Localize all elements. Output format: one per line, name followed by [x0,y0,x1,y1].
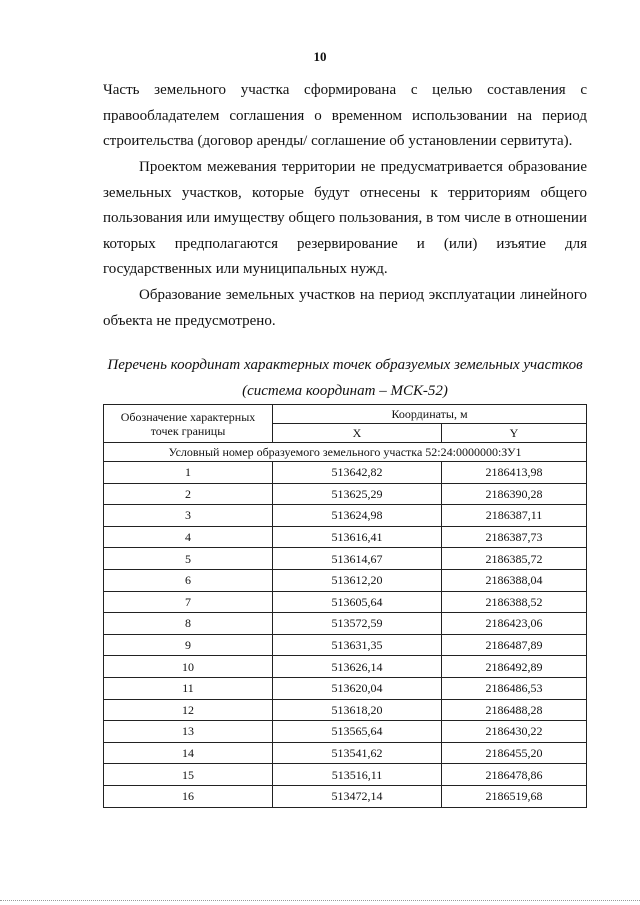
table-row [104,656,587,678]
y-cell: 2186487,89 [442,634,587,656]
paragraph-3-text: Образование земельных участков на период эксплуатации линейного объекта не предусмотрено. [103,287,587,329]
y-cell: 2186385,72 [442,548,587,570]
table-row [104,483,587,505]
point-cell: 2 [104,483,273,505]
x-cell: 513626,14 [273,656,442,678]
table-row [104,634,587,656]
page-number: 10 [313,49,327,64]
y-cell: 2186488,28 [442,699,587,721]
table-row [104,721,587,743]
x-cell: 513625,29 [273,483,442,505]
paragraph-1 [103,78,587,155]
y-cell: 2186387,73 [442,526,587,548]
point-cell: 11 [104,677,273,699]
y-cell: 2186388,52 [442,591,587,613]
table-row [104,699,587,721]
x-cell: 513572,59 [273,613,442,635]
x-cell: 513618,20 [273,699,442,721]
point-cell: 14 [104,742,273,764]
table-row [104,462,587,484]
point-cell: 7 [104,591,273,613]
point-cell: 9 [104,634,273,656]
x-cell: 513565,64 [273,721,442,743]
y-cell: 2186388,04 [442,569,587,591]
x-cell: 513541,62 [273,742,442,764]
point-cell: 1 [104,462,273,484]
y-cell: 2186387,11 [442,505,587,527]
x-cell: 513631,35 [273,634,442,656]
table-row [104,785,587,807]
table-row [104,505,587,527]
point-cell: 16 [104,785,273,807]
coordinates-table [103,404,587,808]
header-x: X [273,424,442,443]
table-caption: Перечень координат характерных точек образуемых земельных участков (система координат – МСК-52) [107,357,583,399]
table-row [104,569,587,591]
point-cell: 4 [104,526,273,548]
header-coords: Координаты, м [273,405,587,424]
table-row [104,613,587,635]
point-cell: 6 [104,569,273,591]
x-cell: 513614,67 [273,548,442,570]
x-cell: 513605,64 [273,591,442,613]
paragraph-1-text: Часть земельного участка сформирована с целью составления с правообладателем соглашения о временном использовании на период строительства (договор аренды/ соглашение об установлении сервитута). [103,82,587,150]
header-point: Обозначение характерных точек границы [104,405,273,443]
y-cell: 2186486,53 [442,677,587,699]
table-row [104,764,587,786]
point-cell: 10 [104,656,273,678]
point-cell: 13 [104,721,273,743]
table-row [104,677,587,699]
y-cell: 2186430,22 [442,721,587,743]
table-row [104,548,587,570]
y-cell: 2186492,89 [442,656,587,678]
bottom-divider [0,900,640,902]
y-cell: 2186413,98 [442,462,587,484]
header-y: Y [442,424,587,443]
point-cell: 15 [104,764,273,786]
x-cell: 513472,14 [273,785,442,807]
section-title: Условный номер образуемого земельного участка 52:24:0000000:ЗУ1 [104,443,587,462]
y-cell: 2186390,28 [442,483,587,505]
paragraph-2 [103,155,587,283]
paragraph-3 [103,283,587,334]
x-cell: 513620,04 [273,677,442,699]
paragraph-2-text: Проектом межевания территории не предусматривается образование земельных участков, которые будут отнесены к территориям общего пользования или имуществу общего пользования, в том числе в отношении которых предполагаются резервирование и (или) изъятие для государственных или муниципальных нужд. [103,159,587,278]
x-cell: 513516,11 [273,764,442,786]
x-cell: 513616,41 [273,526,442,548]
y-cell: 2186519,68 [442,785,587,807]
point-cell: 5 [104,548,273,570]
y-cell: 2186478,86 [442,764,587,786]
table-row [104,742,587,764]
x-cell: 513612,20 [273,569,442,591]
point-cell: 3 [104,505,273,527]
x-cell: 513624,98 [273,505,442,527]
x-cell: 513642,82 [273,462,442,484]
y-cell: 2186455,20 [442,742,587,764]
table-row [104,591,587,613]
table-row [104,526,587,548]
y-cell: 2186423,06 [442,613,587,635]
point-cell: 8 [104,613,273,635]
point-cell: 12 [104,699,273,721]
